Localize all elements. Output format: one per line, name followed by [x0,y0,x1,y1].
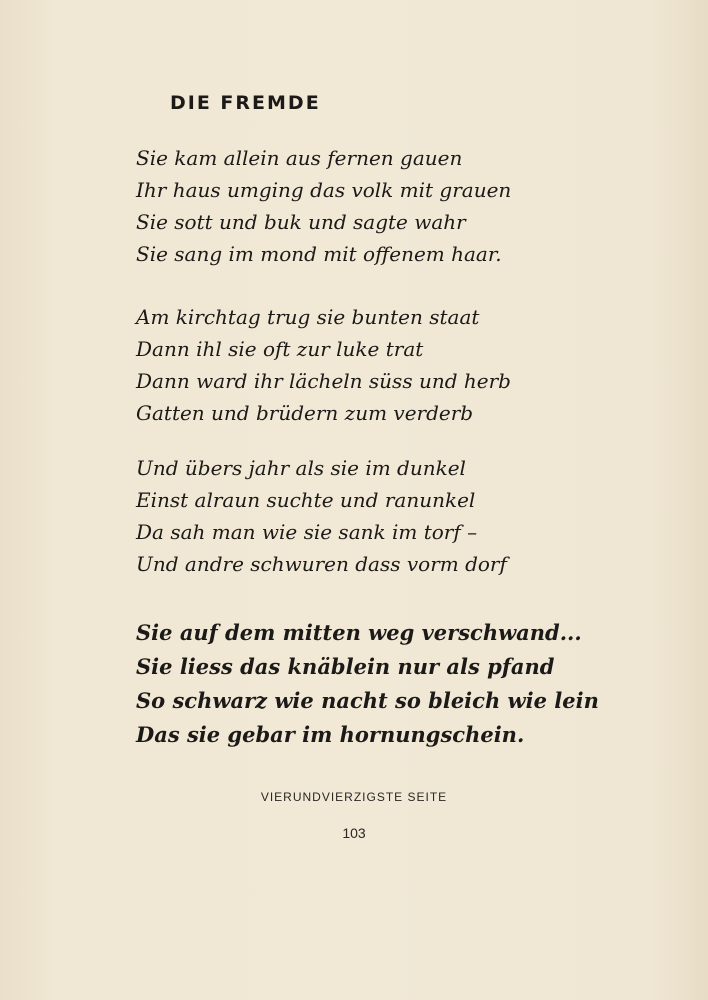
poem-line: Sie kam allein aus fernen gauen [136,146,463,170]
stanza-1 [136,142,606,270]
poem-title: DIE FREMDE [170,92,321,114]
stanza-4 [136,616,606,752]
poem-line: Da sah man wie sie sank im torf – [136,520,478,544]
poem-line: Ihr haus umging das volk mit grauen [136,178,512,202]
poem-line: Und übers jahr als sie im dunkel [136,456,466,480]
poem-line: Das sie gebar im hornungschein. [136,722,525,747]
poem-line: Und andre schwuren dass vorm dorf [136,552,507,576]
page-number: 103 [342,825,366,841]
poem-line: Sie sott und buk und sagte wahr [136,210,466,234]
poem-line: Dann ihl sie oft zur luke trat [136,337,424,361]
poem-line: So schwarz wie nacht so bleich wie lein [136,688,599,713]
poem-line: Gatten und brüdern zum verderb [136,401,474,425]
stanza-3 [136,452,606,580]
poem-line: Dann ward ihr lächeln süss und herb [136,369,511,393]
poem-line: Sie liess das knäblein nur als pfand [136,654,555,679]
stanza-2 [136,301,606,429]
page-caption: VIERUNDVIERZIGSTE SEITE [260,790,448,804]
poem-line: Sie auf dem mitten weg verschwand... [136,620,582,645]
poem-line: Sie sang im mond mit offenem haar. [136,242,502,266]
poem-line: Am kirchtag trug sie bunten staat [136,305,480,329]
poem-line: Einst alraun suchte und ranunkel [136,488,476,512]
